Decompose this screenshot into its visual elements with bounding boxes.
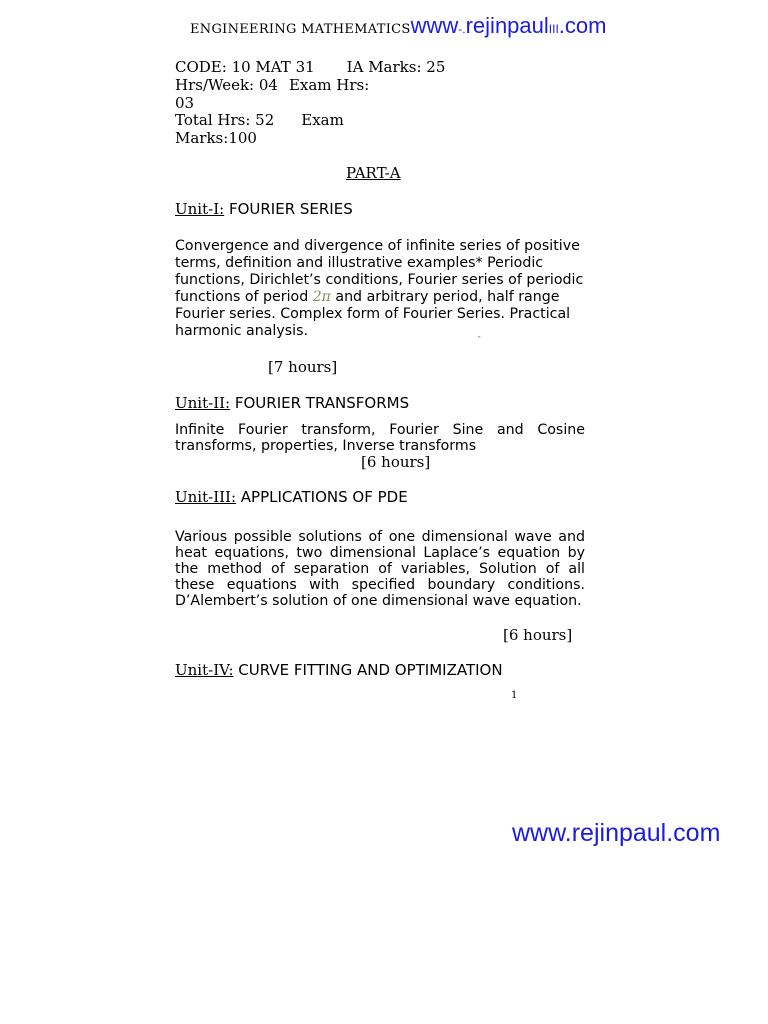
course-code-row xyxy=(175,58,445,76)
unit-2-description: Infinite Fourier transform, Fourier Sine and Cosine transforms, properties, Inverse transforms xyxy=(175,422,585,454)
unit-4-heading xyxy=(175,661,503,679)
unit-1-label: Unit-I: xyxy=(175,200,225,218)
unit-2-title: FOURIER TRANSFORMS xyxy=(230,394,410,412)
header-title: ENGINEERING MATHEMATICS xyxy=(190,22,411,37)
exam-label: Exam xyxy=(301,111,344,129)
unit-2-label: Unit-II: xyxy=(175,394,231,412)
header-url-roman: III xyxy=(548,22,559,36)
stray-mark: '' xyxy=(478,335,481,343)
unit-4-title: CURVE FITTING AND OPTIMIZATION xyxy=(233,661,503,679)
total-hrs-row xyxy=(175,111,344,129)
unit-2-heading xyxy=(175,394,409,412)
exam-hrs-value: 03 xyxy=(175,94,195,112)
unit-1-text-a: Convergence and divergence of infinite series of positive terms, definition and illustrative examples* Periodic functions, Dirichlet’s conditions, Fourier series of periodic functions of period xyxy=(175,238,584,305)
exam-hrs-label: Exam Hrs: xyxy=(288,76,370,94)
page-number: 1 xyxy=(511,690,518,701)
header-url-sep: -. xyxy=(458,22,466,36)
header-url-domain[interactable]: rejinpaul xyxy=(465,13,549,38)
unit-1-title: FOURIER SERIES xyxy=(224,200,353,218)
header-url-www[interactable]: www xyxy=(410,13,459,38)
unit-3-description: Various possible solutions of one dimensional wave and heat equations, two dimensional Laplace’s equation by the method of separation of variables, Solution of all these equations with specified boundary conditions. D’Alembert’s solution of one dimensional wave equation. xyxy=(175,529,585,609)
unit-2-hours: [6 hours] xyxy=(361,453,431,471)
unit-3-label: Unit-III: xyxy=(175,488,237,506)
unit-1-text-b: and arbitrary period, half range Fourier series. Complex form of Fourier Series. Practical harmonic analysis. xyxy=(175,289,571,339)
unit-4-label: Unit-IV: xyxy=(175,661,234,679)
footer-url[interactable]: www.rejinpaul.com xyxy=(512,819,721,847)
ia-marks: IA Marks: 25 xyxy=(346,58,446,76)
course-code: CODE: 10 MAT 31 xyxy=(175,58,315,76)
unit-3-heading xyxy=(175,488,408,506)
unit-1-heading xyxy=(175,200,353,218)
exam-marks: Marks:100 xyxy=(175,129,257,147)
header-url-tld[interactable]: .com xyxy=(558,13,607,38)
hrs-week-row xyxy=(175,76,369,94)
unit-3-hours: [6 hours] xyxy=(503,626,573,644)
total-hrs: Total Hrs: 52 xyxy=(175,111,275,129)
unit-1-hours: [7 hours] xyxy=(268,358,338,376)
unit-1-description xyxy=(175,238,585,340)
unit-3-title: APPLICATIONS OF PDE xyxy=(236,488,408,506)
hrs-week: Hrs/Week: 04 xyxy=(175,76,278,94)
two-pi-symbol: 2π xyxy=(312,289,331,305)
part-title: PART-A xyxy=(346,164,401,182)
page-header xyxy=(190,13,607,40)
